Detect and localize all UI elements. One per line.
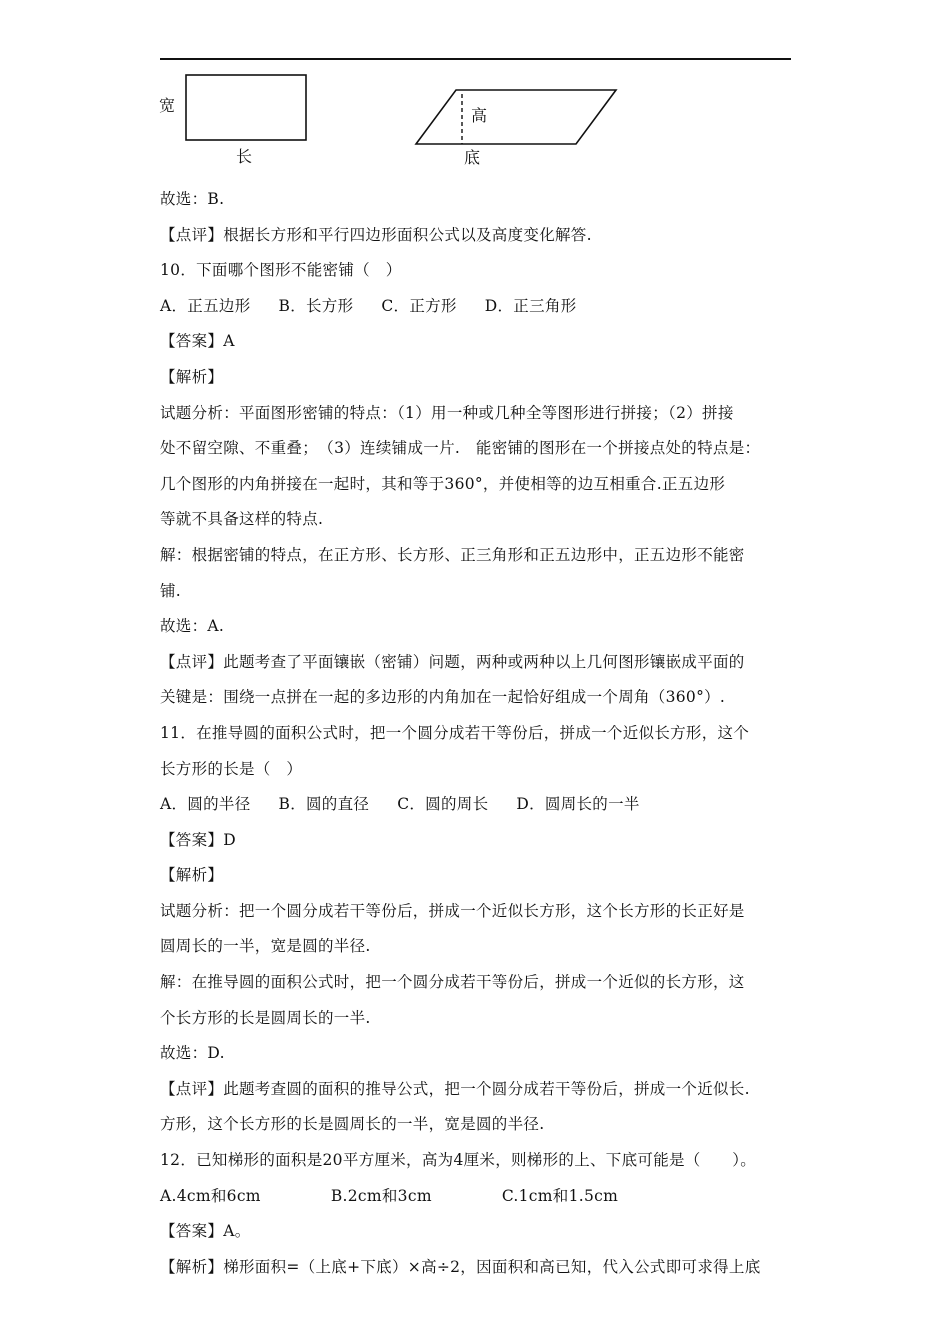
text-line: 【点评】根据长方形和平行四边形面积公式以及高度变化解答. (160, 225, 592, 244)
geometry-figure (150, 64, 790, 174)
answer-line: 【答案】D (160, 830, 236, 849)
text-line: 试题分析：把一个圆分成若干等份后，拼成一个近似长方形，这个长方形的长正好是 (160, 901, 745, 920)
answer-line: 【答案】A。 (160, 1222, 251, 1241)
q10-option-b: B．长方形 (278, 296, 354, 315)
para-base-label: 底 (464, 148, 481, 167)
rectangle-shape (186, 75, 306, 140)
document-body (160, 182, 792, 1285)
text-line: 等就不具备这样的特点. (160, 510, 324, 529)
text-line: 个长方形的长是圆周长的一半. (160, 1008, 371, 1027)
q11-option-d: D．圆周长的一半 (516, 795, 640, 814)
parallelogram-shape (416, 90, 616, 144)
analysis-heading: 【解析】 (160, 367, 224, 386)
text-line: 处不留空隙、不重叠； （3）连续铺成一片. 能密铺的图形在一个拼接点处的特点是： (160, 439, 761, 458)
answer-line: 【答案】A (160, 332, 235, 351)
q11-option-b: B．圆的直径 (278, 795, 370, 814)
text-line: 试题分析：平面图形密铺的特点：（1）用一种或几种全等图形进行拼接；（2）拼接 (160, 403, 734, 422)
q10-options (160, 289, 792, 325)
q12-option-c: C.1cm和1.5cm (501, 1186, 619, 1205)
text-line: 【点评】此题考查圆的面积的推导公式，把一个圆分成若干等份后，拼成一个近似长. (160, 1079, 750, 1098)
text-line: 长方形的长是（ ） (160, 759, 303, 778)
q10-option-d: D．正三角形 (484, 296, 577, 315)
text-line: 方形，这个长方形的长是圆周长的一半，宽是圆的半径. (160, 1115, 545, 1134)
text-line: 几个图形的内角拼接在一起时，其和等于360°，并使相等的边互相重合.正五边形 (160, 474, 726, 493)
q10-option-a: A．正五边形 (160, 296, 251, 315)
q11-option-a: A．圆的半径 (160, 795, 251, 814)
text-line: 故选：B. (160, 190, 225, 208)
q10-option-c: C．正方形 (381, 296, 457, 315)
text-line: 【点评】此题考查了平面镶嵌（密铺）问题，两种或两种以上几何图形镶嵌成平面的 (160, 652, 745, 671)
q11-option-c: C．圆的周长 (397, 795, 489, 814)
text-line: 故选：D. (160, 1044, 225, 1063)
question-12: 12．已知梯形的面积是20平方厘米，高为4厘米，则梯形的上、下底可能是（ ）。 (160, 1151, 757, 1170)
text-line: 圆周长的一半，宽是圆的半径. (160, 937, 371, 956)
para-height-label: 高 (471, 106, 488, 125)
text-line: 故选：A. (160, 617, 225, 636)
rect-length-label: 长 (236, 147, 253, 166)
question-11: 11．在推导圆的面积公式时，把一个圆分成若干等份后，拼成一个近似长方形，这个 (160, 723, 750, 742)
text-line: 解：根据密铺的特点，在正方形、长方形、正三角形和正五边形中，正五边形不能密 (160, 545, 745, 564)
question-10: 10．下面哪个图形不能密铺（ ） (160, 261, 402, 280)
q12-options (160, 1179, 792, 1215)
q12-option-a: A.4cm和6cm (160, 1186, 261, 1205)
text-line: 【解析】梯形面积=（上底+下底）×高÷2，因面积和高已知，代入公式即可求得上底 (160, 1257, 761, 1276)
text-line: 解：在推导圆的面积公式时，把一个圆分成若干等份后，拼成一个近似的长方形，这 (160, 973, 745, 992)
q11-options (160, 787, 792, 823)
rect-width-label: 宽 (159, 96, 176, 115)
header-rule (160, 58, 791, 60)
analysis-heading: 【解析】 (160, 866, 224, 885)
figure-svg (150, 64, 790, 174)
text-line: 铺. (160, 581, 182, 600)
q12-option-b: B.2cm和3cm (330, 1186, 432, 1205)
text-line: 关键是：围绕一点拼在一起的多边形的内角加在一起恰好组成一个周角（360°）. (160, 688, 726, 707)
